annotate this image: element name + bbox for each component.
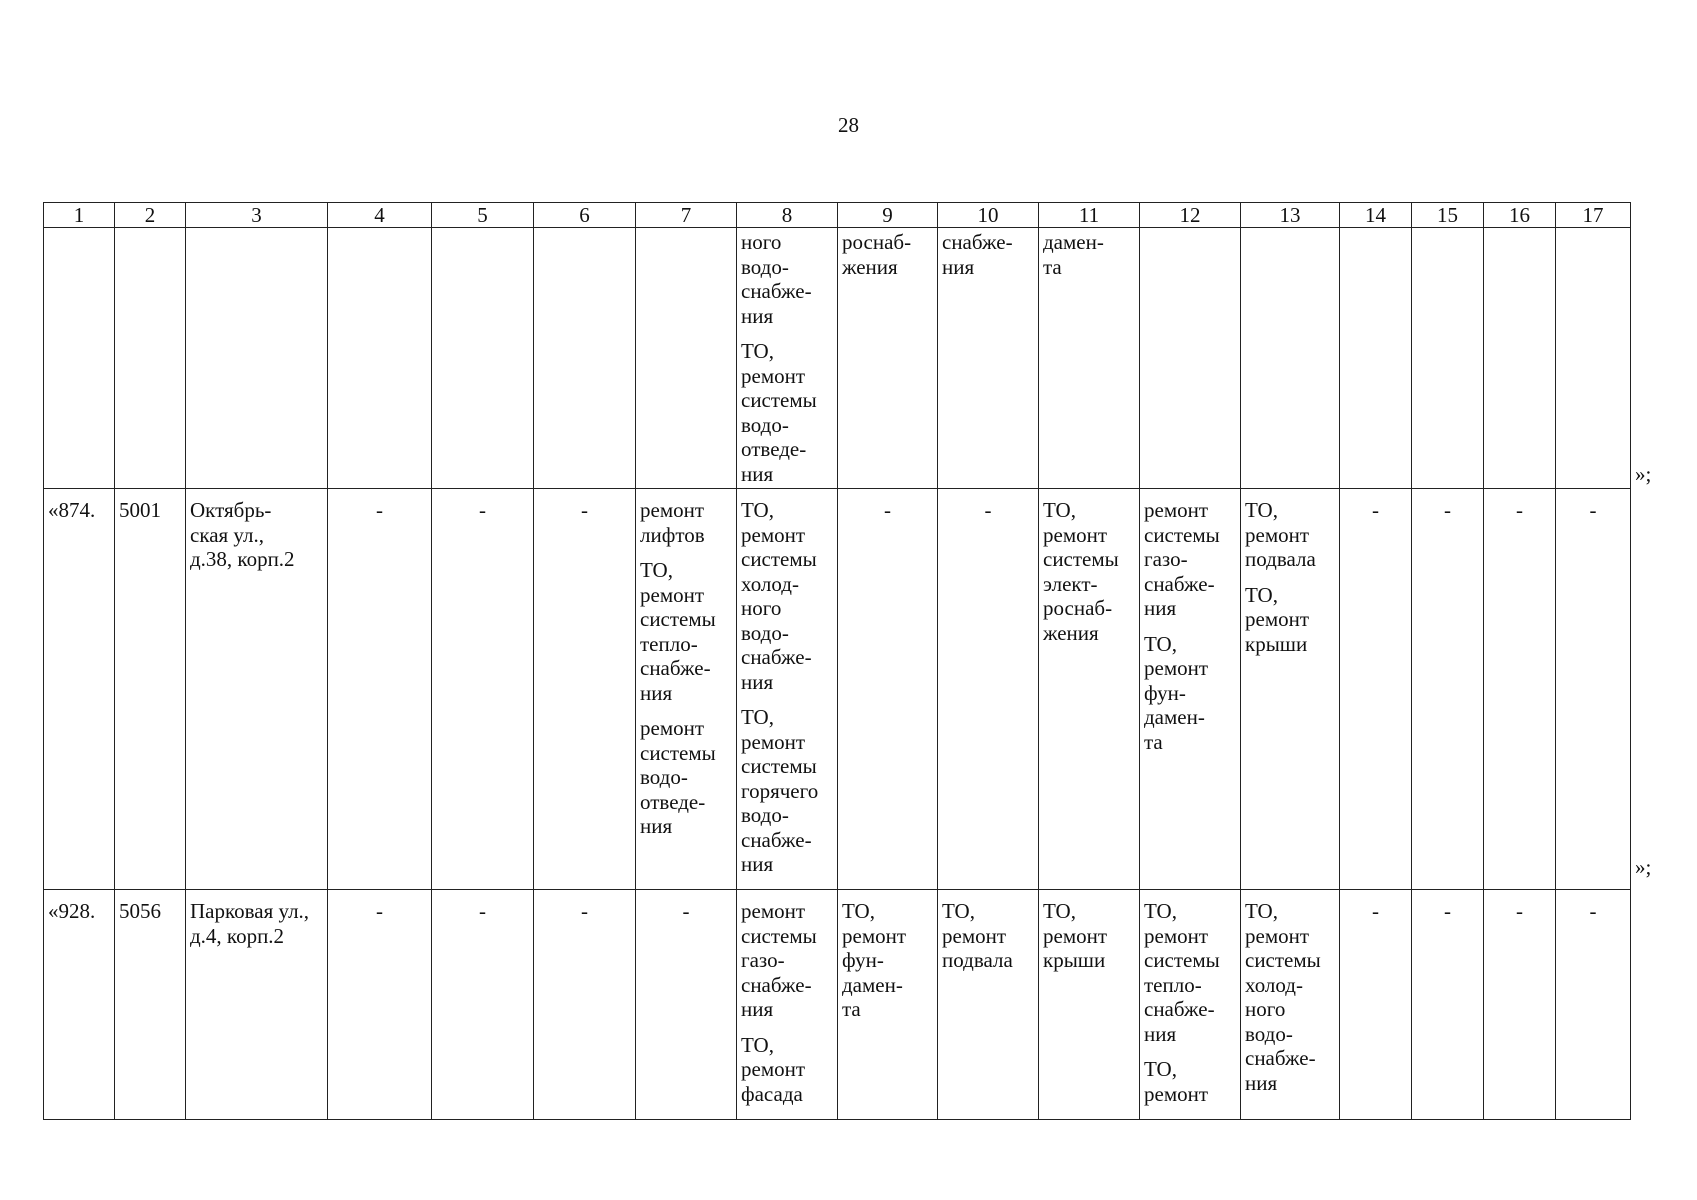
table-cell	[1556, 489, 1631, 890]
cell-text-line: ремонт	[1043, 923, 1108, 948]
cell-paragraph	[1560, 498, 1626, 523]
table-cell	[1556, 228, 1631, 489]
cell-text-line: д.4, корп.2	[190, 923, 285, 948]
cell-text-line: ного	[741, 230, 782, 254]
table-cell	[1484, 489, 1556, 890]
cell-text-line: тепло-	[1144, 972, 1202, 997]
cell-text-line: снабже-	[1144, 997, 1215, 1021]
cell-text-line: системы	[1043, 547, 1119, 571]
column-header: 3	[186, 203, 328, 228]
cell-text-line: ТО,	[1245, 582, 1278, 607]
cell-text-line: ремонт	[842, 923, 907, 948]
cell-text-line: -	[1516, 498, 1523, 522]
cell-paragraph	[1245, 583, 1335, 657]
cell-paragraph	[119, 498, 181, 523]
table-cell	[186, 890, 328, 1120]
cell-paragraph	[436, 498, 529, 523]
cell-text-line: водо-	[640, 765, 688, 789]
cell-text-line: снабже-	[741, 827, 812, 852]
table-cell	[1412, 228, 1484, 489]
table-cell	[1039, 890, 1140, 1120]
cell-text-line: системы	[1245, 948, 1321, 972]
cell-paragraph	[1245, 899, 1335, 1095]
cell-paragraph	[741, 230, 833, 328]
cell-text-line: горячего	[741, 778, 819, 803]
cell-text-line: водо-	[741, 412, 789, 437]
cell-text-line: ния	[741, 997, 774, 1021]
cell-paragraph	[538, 899, 631, 924]
cell-text-line: системы	[741, 923, 817, 948]
cell-text-line: -	[1516, 899, 1523, 923]
cell-text-line: фасада	[741, 1081, 803, 1106]
table-cell	[1340, 890, 1412, 1120]
cell-paragraph	[942, 230, 1034, 279]
cell-paragraph	[1043, 230, 1135, 279]
table-cell	[1340, 489, 1412, 890]
cell-paragraph	[842, 230, 933, 279]
table-row	[44, 890, 1631, 1120]
cell-text-line: -	[1589, 498, 1597, 522]
cell-text-line: «928.	[48, 899, 96, 923]
cell-text-line: -	[1372, 498, 1379, 522]
cell-paragraph	[640, 558, 732, 705]
cell-text-line: ремонт	[1043, 522, 1108, 547]
cell-paragraph	[741, 705, 833, 877]
column-header: 7	[636, 203, 737, 228]
table-cell	[534, 890, 636, 1120]
cell-paragraph	[1344, 498, 1407, 523]
cell-text-line: подвала	[942, 948, 1013, 972]
cell-text-line: д.38, корп.2	[190, 547, 295, 571]
cell-text-line: -	[581, 899, 588, 923]
cell-text-line: системы	[640, 607, 716, 631]
table-cell	[432, 890, 534, 1120]
cell-text-line: холод-	[1245, 972, 1303, 997]
cell-paragraph	[48, 899, 110, 924]
cell-text-line: 5056	[119, 899, 161, 923]
cell-text-line: жения	[1043, 620, 1099, 645]
cell-text-line: дамен-	[842, 972, 903, 997]
table-cell	[636, 489, 737, 890]
column-header: 17	[1556, 203, 1631, 228]
cell-paragraph	[190, 498, 323, 572]
cell-text-line: ремонт	[1245, 923, 1310, 948]
cell-text-line: ремонт	[942, 923, 1007, 948]
cell-text-line: ремонт	[741, 899, 806, 923]
cell-text-line: водо-	[741, 803, 789, 827]
table-cell	[328, 228, 432, 489]
cell-paragraph	[1144, 899, 1236, 1046]
table-cell	[1484, 228, 1556, 489]
cell-text-line: ния	[1144, 596, 1177, 620]
cell-paragraph	[640, 498, 732, 547]
cell-text-line: крыши	[1043, 948, 1106, 972]
cell-text-line: -	[682, 899, 690, 923]
cell-text-line: ния	[741, 303, 774, 328]
table-cell	[328, 890, 432, 1120]
cell-text-line: та	[842, 997, 861, 1021]
cell-paragraph	[741, 1033, 833, 1107]
table-cell	[534, 489, 636, 890]
cell-text-line: -	[479, 498, 486, 522]
column-header: 1	[44, 203, 115, 228]
cell-text-line: Парковая ул.,	[190, 899, 310, 923]
cell-text-line: ТО,	[1144, 1057, 1177, 1081]
cell-text-line: системы	[1144, 522, 1220, 547]
cell-text-line: элект-	[1043, 571, 1098, 596]
cell-text-line: ТО,	[1144, 899, 1177, 923]
table-cell	[115, 890, 186, 1120]
table-cell	[1412, 489, 1484, 890]
table-cell	[737, 489, 838, 890]
cell-text-line: ремонт	[741, 729, 806, 754]
table-cell	[186, 489, 328, 890]
cell-text-line: ния	[942, 254, 975, 279]
column-header: 13	[1241, 203, 1340, 228]
cell-text-line: -	[1372, 899, 1379, 923]
cell-text-line: ния	[741, 669, 774, 694]
cell-paragraph	[48, 498, 110, 523]
cell-paragraph	[942, 899, 1034, 973]
cell-text-line: системы	[1144, 948, 1220, 972]
cell-text-line: отведе-	[640, 789, 706, 814]
cell-text-line: снабже-	[942, 230, 1013, 254]
cell-paragraph	[741, 498, 833, 694]
table-cell	[1140, 489, 1241, 890]
table-cell	[328, 489, 432, 890]
cell-text-line: системы	[741, 754, 817, 778]
cell-paragraph	[1043, 498, 1135, 645]
column-header: 4	[328, 203, 432, 228]
table-cell	[1241, 228, 1340, 489]
table-cell	[1140, 890, 1241, 1120]
column-header: 2	[115, 203, 186, 228]
column-header: 6	[534, 203, 636, 228]
table-cell	[115, 228, 186, 489]
cell-text-line: ремонт	[1144, 1081, 1209, 1106]
cell-text-line: газо-	[1144, 547, 1188, 571]
cell-text-line: газо-	[741, 948, 785, 972]
cell-text-line: ская ул.,	[190, 522, 264, 547]
table-cell	[1340, 228, 1412, 489]
cell-text-line: отведе-	[741, 437, 807, 461]
cell-paragraph	[1416, 498, 1479, 523]
column-header: 11	[1039, 203, 1140, 228]
cell-text-line: подвала	[1245, 547, 1316, 571]
cell-paragraph	[538, 498, 631, 523]
cell-text-line: ремонт	[1144, 923, 1209, 948]
cell-text-line: 5001	[119, 498, 161, 522]
row-end-mark: »;	[1635, 855, 1652, 879]
cell-text-line: -	[884, 498, 891, 522]
cell-text-line: -	[479, 899, 486, 923]
table-cell	[534, 228, 636, 489]
table-cell	[1484, 890, 1556, 1120]
cell-paragraph	[1344, 899, 1407, 924]
table-cell	[115, 489, 186, 890]
table-cell	[1140, 228, 1241, 489]
table-cell	[44, 489, 115, 890]
cell-text-line: ремонт	[741, 1057, 806, 1081]
cell-paragraph	[942, 498, 1034, 523]
cell-text-line: -	[1444, 899, 1451, 923]
cell-text-line: -	[581, 498, 588, 522]
cell-text-line: ТО,	[942, 899, 975, 923]
cell-text-line: ния	[1144, 1021, 1177, 1046]
cell-text-line: дамен-	[1144, 705, 1205, 729]
cell-text-line: холод-	[741, 571, 799, 596]
table-row	[44, 228, 1631, 489]
schedule-table	[43, 202, 1631, 1120]
cell-text-line: снабже-	[741, 645, 812, 669]
cell-paragraph	[190, 899, 323, 948]
cell-paragraph	[1245, 498, 1335, 572]
cell-text-line: «874.	[48, 498, 96, 522]
cell-text-line: жения	[842, 254, 898, 279]
cell-text-line: ремонт	[640, 498, 705, 522]
table-cell	[636, 228, 737, 489]
cell-text-line: ТО,	[1245, 899, 1278, 923]
cell-text-line: водо-	[741, 620, 789, 645]
table-cell	[1412, 890, 1484, 1120]
cell-text-line: ТО,	[741, 705, 774, 729]
table-cell	[1039, 489, 1140, 890]
cell-text-line: -	[376, 899, 383, 923]
cell-text-line: фун-	[1144, 680, 1186, 705]
table-cell	[1241, 890, 1340, 1120]
table-cell	[432, 228, 534, 489]
table-cell	[1241, 489, 1340, 890]
cell-text-line: ния	[741, 852, 774, 876]
cell-text-line: ремонт	[741, 363, 806, 388]
cell-text-line: -	[376, 498, 383, 522]
cell-paragraph	[1488, 899, 1551, 924]
cell-text-line: -	[1589, 899, 1597, 923]
table-cell	[44, 228, 115, 489]
cell-text-line: снабже-	[1144, 571, 1215, 596]
table-cell	[938, 489, 1039, 890]
cell-paragraph	[842, 899, 933, 1022]
cell-text-line: ремонт	[1144, 656, 1209, 680]
column-header: 12	[1140, 203, 1241, 228]
cell-paragraph	[640, 716, 732, 839]
cell-paragraph	[741, 899, 833, 1022]
cell-text-line: ния	[640, 680, 673, 705]
cell-text-line: водо-	[741, 254, 789, 279]
cell-paragraph	[1488, 498, 1551, 523]
cell-paragraph	[1560, 899, 1626, 924]
cell-paragraph	[1144, 632, 1236, 755]
cell-paragraph	[1043, 899, 1135, 973]
table-cell	[1039, 228, 1140, 489]
table-cell	[186, 228, 328, 489]
cell-text-line: ТО,	[1043, 899, 1076, 923]
cell-text-line: системы	[640, 740, 716, 765]
cell-paragraph	[741, 339, 833, 486]
cell-text-line: ТО,	[1043, 498, 1076, 522]
cell-text-line: ремонт	[1144, 498, 1209, 522]
cell-paragraph	[1416, 899, 1479, 924]
cell-text-line: дамен-	[1043, 230, 1104, 254]
cell-paragraph	[332, 899, 427, 924]
cell-paragraph	[436, 899, 529, 924]
cell-text-line: ремонт	[741, 522, 806, 547]
cell-text-line: ремонт	[640, 716, 705, 740]
table-cell	[432, 489, 534, 890]
row-end-mark: »;	[1635, 462, 1652, 486]
cell-text-line: ТО,	[1144, 631, 1177, 656]
column-header: 14	[1340, 203, 1412, 228]
cell-text-line: ремонт	[640, 582, 705, 607]
table-cell	[938, 890, 1039, 1120]
cell-text-line: крыши	[1245, 631, 1308, 656]
cell-text-line: ТО,	[741, 498, 774, 522]
table-cell	[1556, 890, 1631, 1120]
cell-paragraph	[332, 498, 427, 523]
cell-text-line: тепло-	[640, 631, 698, 656]
column-header: 8	[737, 203, 838, 228]
column-header: 5	[432, 203, 534, 228]
cell-text-line: роснаб-	[1043, 596, 1113, 620]
table-cell	[838, 228, 938, 489]
table-header-row	[44, 203, 1631, 228]
cell-text-line: -	[984, 498, 992, 522]
cell-text-line: лифтов	[640, 522, 705, 547]
table-cell	[938, 228, 1039, 489]
table-cell	[737, 890, 838, 1120]
cell-text-line: ния	[1245, 1070, 1278, 1095]
cell-paragraph	[640, 899, 732, 924]
table-cell	[636, 890, 737, 1120]
cell-text-line: ного	[1245, 997, 1286, 1021]
cell-text-line: роснаб-	[842, 230, 912, 254]
column-header: 15	[1412, 203, 1484, 228]
page-number: 28	[838, 113, 859, 137]
column-header: 9	[838, 203, 938, 228]
cell-text-line: -	[1444, 498, 1451, 522]
cell-paragraph	[1144, 498, 1236, 621]
table-cell	[737, 228, 838, 489]
cell-text-line: Октябрь-	[190, 498, 272, 522]
cell-text-line: системы	[741, 547, 817, 571]
cell-text-line: снабже-	[741, 279, 812, 303]
table-cell	[838, 890, 938, 1120]
cell-paragraph	[842, 498, 933, 523]
cell-text-line: ния	[741, 461, 774, 486]
cell-paragraph	[1144, 1057, 1236, 1106]
cell-text-line: ТО,	[741, 1032, 774, 1057]
table-row	[44, 489, 1631, 890]
cell-text-line: снабже-	[640, 656, 711, 680]
cell-text-line: та	[1043, 254, 1062, 279]
column-header: 10	[938, 203, 1039, 228]
cell-paragraph	[119, 899, 181, 924]
column-header: 16	[1484, 203, 1556, 228]
table-cell	[44, 890, 115, 1120]
cell-text-line: ремонт	[1245, 522, 1310, 547]
cell-text-line: ния	[640, 814, 673, 838]
cell-text-line: фун-	[842, 948, 884, 972]
cell-text-line: та	[1144, 729, 1163, 754]
cell-text-line: ТО,	[1245, 498, 1278, 522]
cell-text-line: ТО,	[741, 339, 774, 363]
cell-text-line: снабже-	[1245, 1046, 1316, 1070]
cell-text-line: ТО,	[640, 558, 673, 582]
cell-text-line: ТО,	[842, 899, 875, 923]
cell-text-line: ного	[741, 596, 782, 620]
table-cell	[838, 489, 938, 890]
cell-text-line: снабже-	[741, 972, 812, 997]
cell-text-line: системы	[741, 388, 817, 412]
cell-text-line: водо-	[1245, 1021, 1293, 1046]
cell-text-line: ремонт	[1245, 607, 1310, 631]
